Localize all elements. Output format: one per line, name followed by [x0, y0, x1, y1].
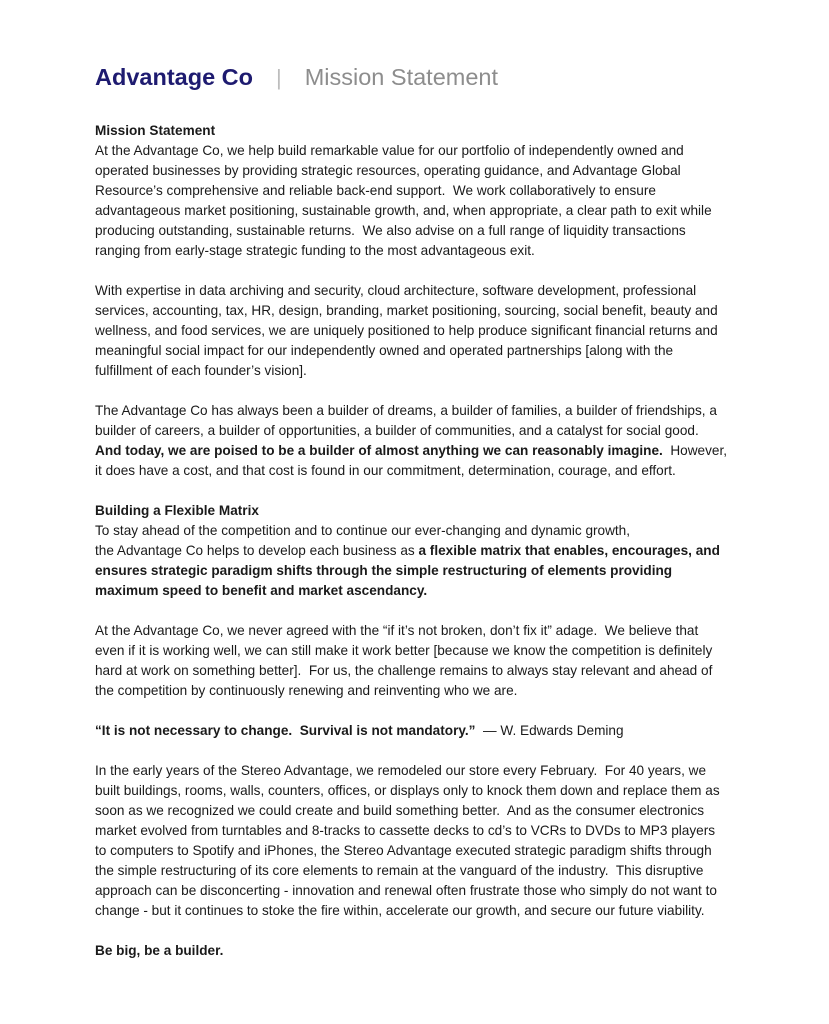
text-run: hard at work on something better]. For us, the challenge remains to always stay relevant and ahead of	[95, 663, 713, 678]
brand-name: Advantage Co	[95, 64, 253, 90]
text-run: soon as we recognized we could create and build something better. And as the consumer electronics	[95, 803, 705, 818]
text-run: Mission Statement	[95, 123, 216, 138]
text-run: ensures strategic paradigm shifts through the simple restructuring of elements providing	[95, 563, 673, 578]
text-run: Be big, be a builder.	[95, 943, 224, 958]
paragraph	[95, 521, 727, 601]
text-run: the Advantage Co helps to develop each business as	[95, 543, 419, 558]
text-run: Resource’s comprehensive and reliable back-end support. We work collaboratively to ensure	[95, 183, 656, 198]
text-run: — W. Edwards Deming	[475, 723, 624, 738]
text-run: However,	[662, 443, 728, 458]
text-run: “It is not necessary to change. Survival is not mandatory.”	[95, 723, 476, 738]
paragraph	[95, 621, 727, 701]
text-run: it does have a cost, and that cost is found in our commitment, determination, courage, and effort.	[95, 463, 676, 478]
text-run: producing outstanding, sustainable returns. We also advise on a full range of liquidity transactions	[95, 223, 686, 238]
text-run: Building a Flexible Matrix	[95, 503, 259, 518]
text-run: wellness, and food services, we are uniquely positioned to help produce significant financial returns and	[95, 323, 718, 338]
text-run: In the early years of the Stereo Advantage, we remodeled our store every February. For 40 years, we	[95, 763, 707, 778]
text-run: maximum speed to benefit and market ascendancy.	[95, 583, 428, 598]
text-run: The Advantage Co has always been a builder of dreams, a builder of families, a builder of friendships, a	[95, 403, 717, 418]
paragraph	[95, 721, 727, 741]
text-run: And today, we are poised to be a builder of almost anything we can reasonably imagine.	[95, 443, 663, 458]
text-run: builder of careers, a builder of opportunities, a builder of communities, and a catalyst for social good.	[95, 423, 699, 438]
text-run: even if it is working well, we can still make it work better [because we know the competition is definitely	[95, 643, 713, 658]
text-run: With expertise in data archiving and security, cloud architecture, software development, professional	[95, 283, 697, 298]
section-heading	[95, 501, 727, 521]
paragraph	[95, 141, 727, 261]
header-divider: |	[276, 65, 282, 90]
text-run: built buildings, rooms, walls, counters, offices, or displays only to knock them down and replace them as	[95, 783, 720, 798]
document-title: Mission Statement	[304, 64, 499, 90]
paragraph	[95, 761, 727, 921]
text-run: operated businesses by providing strategic resources, operating guidance, and Advantage Global	[95, 163, 681, 178]
text-run: market evolved from turntables and 8-tracks to cassette decks to cd’s to VCRs to DVDs to MP3 players	[95, 823, 716, 838]
paragraph	[95, 281, 727, 381]
section-heading	[95, 121, 727, 141]
text-run: ranging from early-stage strategic funding to the most advantageous exit.	[95, 243, 535, 258]
text-run: advantageous market positioning, sustainable growth, and, when appropriate, a clear path to exit while	[95, 203, 712, 218]
text-run: fulfillment of each founder’s vision].	[95, 363, 307, 378]
text-run: change - but it continues to stoke the fire within, accelerate our growth, and secure our future viability.	[95, 903, 705, 918]
text-run: the competition by continuously renewing and reinventing who we are.	[95, 683, 518, 698]
document-body	[95, 121, 727, 981]
text-run: a flexible matrix that enables, encourages, and	[418, 543, 720, 558]
text-run: to computers to Spotify and iPhones, the Stereo Advantage executed strategic paradigm shifts through	[95, 843, 712, 858]
text-run: meaningful social impact for our independently owned and operated partnerships [along with the	[95, 343, 674, 358]
text-run: the simple restructuring of its core elements to remain at the vanguard of the industry. This disruptive	[95, 863, 704, 878]
text-run: At the Advantage Co, we help build remarkable value for our portfolio of independently owned and	[95, 143, 684, 158]
paragraph	[95, 941, 727, 961]
document-header	[95, 64, 498, 91]
text-run: To stay ahead of the competition and to continue our ever-changing and dynamic growth,	[95, 523, 631, 538]
text-run: approach can be disconcerting - innovation and renewal often frustrate those who simply do not want to	[95, 883, 717, 898]
paragraph	[95, 401, 727, 481]
text-run: At the Advantage Co, we never agreed with the “if it’s not broken, don’t fix it” adage. We believe that	[95, 623, 699, 638]
text-run: services, accounting, tax, HR, design, branding, market positioning, sourcing, social benefit, beauty and	[95, 303, 718, 318]
